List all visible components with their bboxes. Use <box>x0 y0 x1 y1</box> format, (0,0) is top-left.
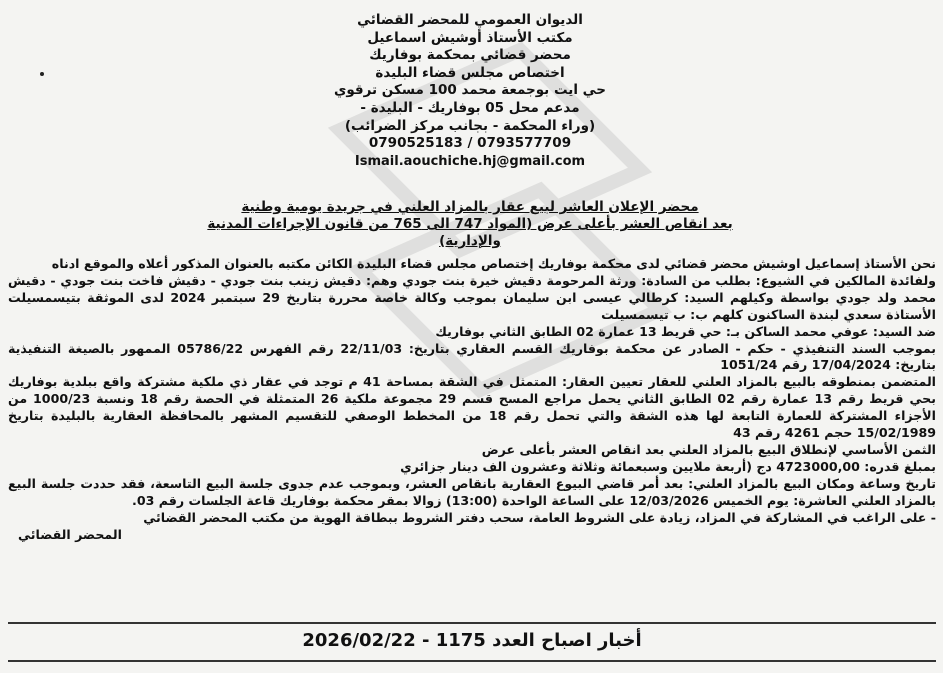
signature-label: المحضر القضائي <box>18 526 122 542</box>
body-paragraph: ضد السيد: عوفي محمد الساكن بـ: حي قريط 13 عمارة 02 الطابق الثاني بوفاريك <box>435 323 936 339</box>
newspaper-footer: أخبار اصباح العدد 1175 - 2026/02/22 <box>302 630 642 651</box>
header-line: حي ايت بوجمعة محمد 100 مسكن ترقوي <box>333 82 607 99</box>
notice-title <box>180 199 760 250</box>
body-paragraph: بموجب السند التنفيذي - حكم - الصادر عن محكمة بوفاريك القسم العقاري بتاريخ: 22/11/03 رقم الفهرس 05786/22 الممهور بالصيغة التنفيذية بتاريخ: 17/04/2024 رقم 1051/24 <box>8 340 936 373</box>
body-paragraph: تاريخ وساعة ومكان البيع بالمزاد العلني: بعد أمر قاضي البيوع العقارية بانقاص العشر، وبموجب عدم جدوى جلسة البيع التاسعة، فقد حددت جلسة البيع بالمزاد العلني العاشرة: يوم الخميس 12/03/2026 على الساعة الواحدة (13:00) زوالا بمقر محكمة بوفاريك قاعة الجلسات رقم 03. <box>8 475 936 508</box>
header-phones: 0790525183 / 0793577709 <box>368 135 572 152</box>
body-paragraph: الثمن الأساسي لإنطلاق البيع بالمزاد العلني بعد انقاص العشر بأعلى عرض <box>481 441 936 457</box>
notice-title-line: بعد انقاص العشر بأعلى عرض (المواد 747 الى 765 من قانون الإجراءات المدنية والإدارية) <box>207 216 733 249</box>
bullet-mark <box>40 72 44 76</box>
body-paragraph: نحن الأستاذ إسماعيل اوشيش محضر قضائي لدى محكمة بوفاريك إختصاص مجلس قضاء البليدة الكائن مكتبه بالعنوان المذكور أعلاه والموقع ادناه <box>51 256 936 271</box>
footer-divider-bottom <box>8 660 936 662</box>
office-header <box>240 12 700 170</box>
footer-divider-top <box>8 622 936 624</box>
header-line: (وراء المحكمة - بجانب مركز الضرائب) <box>344 117 596 134</box>
body-paragraph: ولفائدة المالكين في الشيوع: بطلب من السادة: ورثة المرحومة دقيش خيرة بنت جودي وهم: دقيش زينب بنت جودي - دقيش فاخت بنت جودي - دقيش محمد ولد جودي بواسطة وكيلهم السيد: كرطالي عيسى ابن سليمان بموجب وكالة خاصة محررة بتاريخ 29 سبتمبر 2024 لدى الموثقة بتيسمسيلت الأستاذة سعدي لبندة الساكنون كلهم ب: ب تيسمسيلت <box>8 272 936 322</box>
body-paragraph: - على الراغب في المشاركة في المزاد، زيادة على الشروط العامة، سحب دفتر الشروط ببطاقة الهوية من مكتب المحضر القضائي <box>143 509 936 525</box>
header-line: اختصاص مجلس قضاء البليدة <box>375 64 565 81</box>
body-paragraph: بمبلغ قدره: 4723000,00 دج (أربعة ملايين وسبعمائة وثلاثة وعشرون الف دينار جزائري <box>400 458 936 474</box>
header-line: الديوان العمومي للمحضر القضائي <box>357 12 583 28</box>
header-line: محضر قضائي بمحكمة بوفاريك <box>369 47 571 64</box>
header-email: Ismail.aouchiche.hj@gmail.com <box>354 153 586 169</box>
body-paragraph: المتضمن بمنطوقه بالبيع بالمزاد العلني للعقار تعيين العقار: المتمثل في الشقة بمساحة 41 م توجد في عقار ذي ملكية مشتركة واقع ببلدية بوفاريك بحي قريط رقم 13 عمارة رقم 02 الطابق الثاني يحمل مراجع المسح قسم 29 مجموعة ملكية 26 المتمثلة في الحصة رقم 18 ونسبة 1000/23 من الأجزاء المشتركة للعمارة التابعة لها هذه الشقة والتي تحمل رقم 18 من المخطط الوصفي للتقسيم المشهر بالمحافظة العقارية بالبليدة بتاريخ 15/02/1989 حجم 4261 رقم 43 <box>8 374 937 441</box>
header-line: مدعم محل 05 بوفاريك - البليدة - <box>360 99 580 116</box>
notice-body <box>8 256 936 543</box>
notice-title-line: محضر الإعلان العاشر لبيع عقار بالمزاد العلني في جريدة يومية وطنية <box>241 199 699 215</box>
header-line: مكتب الأستاذ أوشيش اسماعيل <box>367 29 573 46</box>
